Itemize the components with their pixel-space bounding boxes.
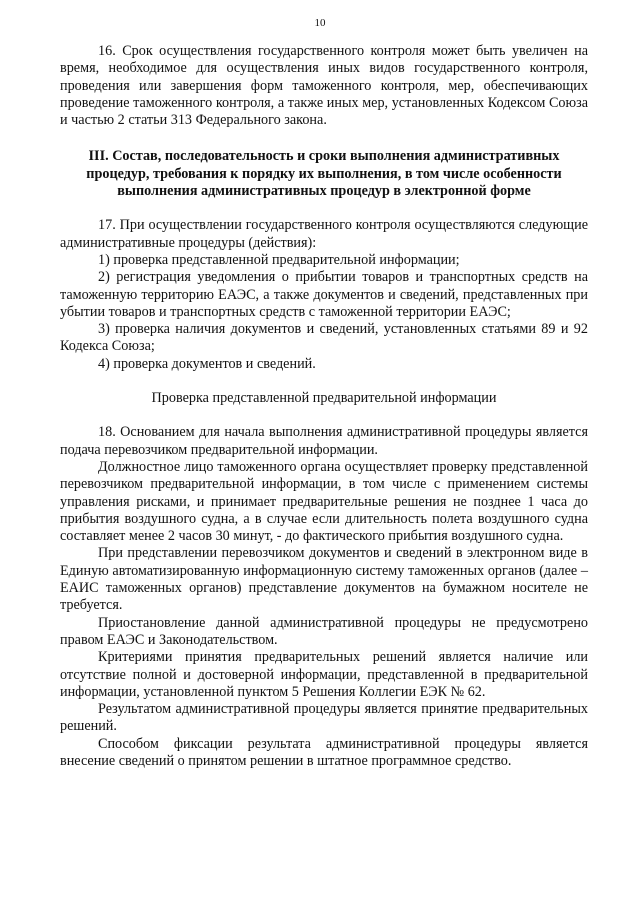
list-item-2: 2) регистрация уведомления о прибытии товаров и транспортных средств на таможенную территорию ЕАЭС, а также документов и сведений, представленных при убытии товаров и транспортных средств с таможенной территории ЕАЭС; (60, 269, 588, 320)
document-body (60, 43, 588, 770)
paragraph-18-fixation: Способом фиксации результата административной процедуры является внесение сведений о принятом решении в штатное программное средство. (60, 735, 588, 769)
paragraph-18-result: Результатом административной процедуры является принятие предварительных решений. (60, 701, 588, 735)
list-item-3: 3) проверка наличия документов и сведений, установленных статьями 89 и 92 Кодекса Союза; (60, 321, 588, 355)
page-number: 10 (314, 17, 326, 29)
section-title: III. Состав, последовательность и сроки выполнения административных процедур, требования к порядку их выполнения, в том числе особенности выполнения административных процедур в электронной форме (86, 148, 562, 200)
paragraph-17: 17. При осуществлении государственного контроля осуществляются следующие административные процедуры (действия): (60, 217, 588, 251)
list-item-1: 1) проверка представленной предварительной информации; (98, 251, 460, 268)
list-item-4: 4) проверка документов и сведений. (98, 355, 316, 372)
paragraph-18-electronic: При представлении перевозчиком документов и сведений в электронном виде в Единую автоматизированную информационную систему таможенных органов (далее – ЕАИС таможенных органов) представление документов на бумажном носителе не требуется. (60, 545, 588, 614)
paragraph-18: 18. Основанием для начала выполнения административной процедуры является подача перевозчиком предварительной информации. (60, 424, 588, 458)
paragraph-18-criteria: Критериями принятия предварительных решений является наличие или отсутствие полной и достоверной информации, представленной в предварительной информации, установленной пунктом 5 Решения Коллегии ЕЭК № 62. (60, 649, 588, 700)
paragraph-18-suspension: Приостановление данной административной процедуры не предусмотрено правом ЕАЭС и Законодательством. (60, 614, 588, 648)
paragraph-18-official: Должностное лицо таможенного органа осуществляет проверку представленной перевозчиком предварительной информации, в том числе с применением системы управления рисками, и принимает предварительные решения не позднее 1 часа до прибытия воздушного судна, а в случае если длительность полета воздушного судна составляет менее 2 часов 30 минут, - до фактического прибытия воздушного судна. (60, 458, 588, 545)
subheading: Проверка представленной предварительной информации (151, 390, 497, 407)
paragraph-16: 16. Срок осуществления государственного контроля может быть увеличен на время, необходимое для осуществления иных видов государственного контроля, проведения или завершения форм таможенного контроля, мер, обеспечивающих проведение таможенного контроля, а также иных мер, установленных Кодексом Союза и частью 2 статьи 313 Федерального закона. (60, 43, 588, 129)
